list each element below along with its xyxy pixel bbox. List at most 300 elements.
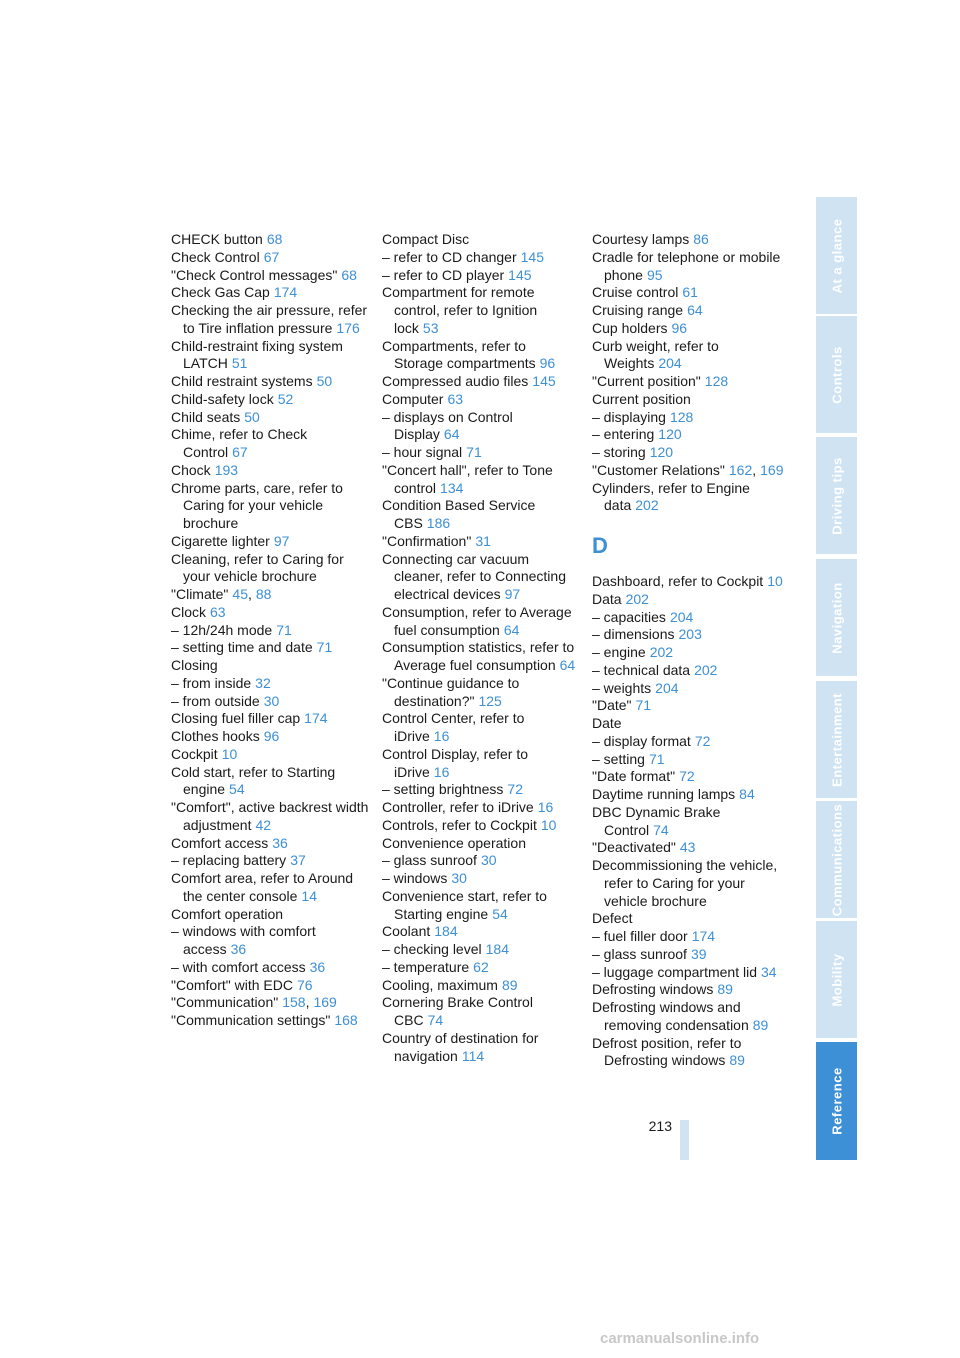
index-term: Cooling, maximum xyxy=(382,976,498,993)
section-tab-label: Controls xyxy=(829,345,844,404)
index-entry xyxy=(592,591,787,609)
page-reference-link[interactable]: 203 xyxy=(678,626,702,643)
index-entry xyxy=(171,639,371,657)
index-term: Controller, refer to iDrive xyxy=(382,799,534,815)
index-term: Clothes hooks xyxy=(171,728,260,744)
index-entry xyxy=(382,870,577,888)
index-entry xyxy=(382,284,577,337)
index-term: – displays on Control Display xyxy=(382,408,513,443)
page-number: 213 xyxy=(648,1118,672,1134)
index-entry xyxy=(171,710,371,728)
index-term: Current position xyxy=(592,390,691,407)
index-entry xyxy=(592,786,787,804)
page-reference-link[interactable]: 10 xyxy=(221,745,238,762)
index-term: DBC Dynamic Brake Control xyxy=(592,803,721,838)
page-reference-link[interactable]: 96 xyxy=(671,319,688,336)
index-term: Child restraint systems xyxy=(171,373,313,389)
page-reference-link[interactable]: 204 xyxy=(669,608,694,625)
watermark: carmanualsonline.info xyxy=(600,1330,760,1347)
index-entry xyxy=(382,639,577,675)
index-entry xyxy=(171,657,371,675)
index-entry xyxy=(592,697,787,715)
index-term: Chrome parts, care, refer to Caring for your vehicle brochure xyxy=(171,479,343,531)
index-term: Consumption, refer to Average fuel consumption xyxy=(382,603,572,638)
page-reference-link[interactable]: 67 xyxy=(263,248,280,265)
index-entry xyxy=(592,480,787,516)
page-reference-link[interactable]: 128 xyxy=(704,373,729,389)
index-entry xyxy=(592,338,787,374)
index-term: Chock xyxy=(171,461,211,478)
page-reference-link[interactable]: 71 xyxy=(648,750,665,767)
index-term: Child-restraint fixing system LATCH xyxy=(171,337,343,372)
index-entry xyxy=(382,551,577,604)
page-reference-link[interactable]: 71 xyxy=(276,621,292,638)
page-reference-link[interactable]: 10 xyxy=(767,573,783,589)
index-term: Courtesy lamps xyxy=(592,231,690,247)
index-term: Convenience operation xyxy=(382,834,526,851)
index-term: – setting time and date xyxy=(171,639,313,656)
index-entry xyxy=(171,462,371,480)
index-column-2 xyxy=(382,231,577,1065)
index-term: Country of destination for navigation xyxy=(382,1029,539,1064)
index-column-3 xyxy=(592,231,787,1070)
index-term: Coolant xyxy=(382,923,431,940)
index-term: Compact Disc xyxy=(382,231,470,247)
page-reference-link[interactable]: 89 xyxy=(752,1016,769,1033)
index-entry xyxy=(592,999,787,1035)
section-tab-at-a-glance[interactable] xyxy=(816,197,857,314)
index-term: Clock xyxy=(171,603,207,620)
index-entry xyxy=(592,391,787,409)
index-term: Defrosting windows and removing condensation xyxy=(592,999,749,1033)
index-term: Cigarette lighter xyxy=(171,532,270,549)
page-reference-link[interactable]: 71 xyxy=(635,697,652,714)
index-term: – replacing battery xyxy=(171,852,287,869)
page-reference-link[interactable]: 37 xyxy=(290,852,306,869)
page-reference-link[interactable]: 51 xyxy=(231,355,248,372)
index-term: Compressed audio files xyxy=(382,373,529,389)
index-entry xyxy=(592,409,787,427)
index-entry xyxy=(171,1012,371,1030)
index-entry xyxy=(592,857,787,910)
page-reference-link[interactable]: 145 xyxy=(532,373,556,389)
page-reference-link[interactable]: 32 xyxy=(255,674,271,691)
index-entry xyxy=(592,320,787,338)
index-term: Chime, refer to Check Control xyxy=(171,426,308,460)
page-reference-link[interactable]: 34 xyxy=(761,963,777,980)
index-entry xyxy=(382,444,577,462)
index-term: CHECK button xyxy=(171,231,263,247)
page-reference-link[interactable]: 72 xyxy=(507,781,523,798)
index-term: Check Gas Cap xyxy=(171,284,270,301)
page-reference-link[interactable]: 62 xyxy=(473,958,489,975)
section-tab-driving-tips[interactable] xyxy=(816,437,857,554)
page-reference-link[interactable]: 68 xyxy=(341,266,357,283)
page-reference-link[interactable]: 67 xyxy=(232,444,248,460)
index-entry xyxy=(382,231,577,249)
page-reference-link[interactable]: 71 xyxy=(466,444,482,460)
page-reference-link[interactable]: 63 xyxy=(210,603,226,620)
index-term: Defrosting windows xyxy=(592,981,714,998)
index-entry xyxy=(171,604,371,622)
index-entry xyxy=(171,977,371,995)
page-reference-link[interactable]: 30 xyxy=(480,852,497,869)
section-tab-label: Mobility xyxy=(829,952,844,1007)
page-reference-link[interactable]: 202 xyxy=(649,644,674,660)
index-term: – glass sunroof xyxy=(382,852,477,869)
page-reference-link[interactable]: 169 xyxy=(760,461,784,478)
page-reference-link[interactable]: 76 xyxy=(296,976,313,993)
index-term: Cruising range xyxy=(592,302,684,318)
page-reference-link[interactable]: 89 xyxy=(729,1052,745,1069)
index-entry xyxy=(382,781,577,799)
index-entry xyxy=(592,373,787,391)
section-tab-label: Navigation xyxy=(829,581,844,654)
index-term: Consumption statistics, refer to Average fuel consumption xyxy=(382,639,575,673)
page-reference-link[interactable]: 64 xyxy=(443,426,460,443)
index-entry xyxy=(171,338,371,374)
index-entry xyxy=(592,573,787,591)
index-term: "Confirmation" xyxy=(382,532,472,549)
page-reference-link[interactable]: 97 xyxy=(504,586,521,602)
page-reference-link[interactable]: 50 xyxy=(316,373,333,389)
page-reference-link[interactable]: 16 xyxy=(433,728,450,744)
index-term: – hour signal xyxy=(382,444,463,460)
page-reference-link[interactable]: 193 xyxy=(214,461,239,478)
index-entry xyxy=(592,444,787,462)
index-term: "Communication" xyxy=(171,994,279,1011)
index-entry xyxy=(592,644,787,662)
index-entry xyxy=(171,533,371,551)
index-entry xyxy=(171,622,371,640)
page-reference-link[interactable]: 68 xyxy=(266,231,283,247)
index-entry xyxy=(171,267,371,285)
index-entry xyxy=(171,923,371,959)
index-entry xyxy=(171,249,371,267)
index-term: – setting xyxy=(592,750,645,767)
index-term: Cleaning, refer to Caring for your vehicle brochure xyxy=(171,550,344,585)
index-term: "Comfort" with EDC xyxy=(171,976,293,993)
index-term: – temperature xyxy=(382,958,470,975)
page-reference-link[interactable]: 16 xyxy=(537,799,554,815)
index-entry xyxy=(592,964,787,982)
index-term: Computer xyxy=(382,390,444,407)
index-entry xyxy=(592,284,787,302)
index-term: – refer to CD player xyxy=(382,266,505,283)
page-reference-link[interactable]: 184 xyxy=(434,923,458,940)
page-reference-link[interactable]: 186 xyxy=(426,515,451,531)
index-entry xyxy=(382,710,577,746)
index-entry xyxy=(592,751,787,769)
index-term: – windows xyxy=(382,870,448,886)
index-entry xyxy=(382,746,577,782)
index-entry xyxy=(382,533,577,551)
page-reference-link[interactable]: 125 xyxy=(478,692,502,709)
index-entry xyxy=(592,804,787,840)
page-reference-link[interactable]: 145 xyxy=(508,266,532,283)
page-reference-link[interactable]: 128 xyxy=(669,408,694,425)
index-term: – weights xyxy=(592,679,652,696)
index-entry xyxy=(592,626,787,644)
page-reference-link[interactable]: 174 xyxy=(273,284,298,301)
section-tab-label: At a glance xyxy=(829,218,844,293)
index-term: – displaying xyxy=(592,408,666,425)
page-reference-link[interactable]: 120 xyxy=(658,426,682,443)
section-tab-label: Driving tips xyxy=(829,456,844,535)
index-entry xyxy=(592,231,787,249)
section-tab-label: Communications xyxy=(829,803,844,916)
page-reference-link[interactable]: 86 xyxy=(693,231,709,247)
page-reference-link[interactable]: 61 xyxy=(682,284,698,301)
index-term: Controls, refer to Cockpit xyxy=(382,816,537,833)
index-term: Date xyxy=(592,715,622,731)
index-entry xyxy=(382,675,577,711)
index-entry xyxy=(171,959,371,977)
index-entry xyxy=(592,302,787,320)
page-reference-link[interactable]: 43 xyxy=(679,839,696,856)
index-entry xyxy=(592,680,787,698)
index-term: Child seats xyxy=(171,408,241,425)
index-term: – refer to CD changer xyxy=(382,248,517,265)
index-entry xyxy=(171,373,371,391)
page-reference-link[interactable]: 176 xyxy=(336,319,360,336)
index-term: Checking the air pressure, refer to Tire inflation pressure xyxy=(171,302,368,336)
page-reference-link[interactable]: 204 xyxy=(658,355,682,372)
page-reference-link[interactable]: 50 xyxy=(244,408,260,425)
index-entry xyxy=(382,249,577,267)
page-reference-link[interactable]: 158 xyxy=(282,994,306,1011)
index-entry xyxy=(382,888,577,924)
section-tab-label: Entertainment xyxy=(829,692,844,787)
page-reference-link[interactable]: 202 xyxy=(694,661,718,678)
index-term: "Comfort", active backrest width adjustment xyxy=(171,799,369,833)
index-term: "Customer Relations" xyxy=(592,461,725,478)
page-reference-link[interactable]: 36 xyxy=(309,958,326,975)
section-tab-communications[interactable] xyxy=(816,801,857,918)
index-entry xyxy=(171,835,371,853)
index-term: Comfort operation xyxy=(171,905,284,922)
index-entry xyxy=(382,959,577,977)
index-entry xyxy=(382,373,577,391)
index-term: – setting brightness xyxy=(382,781,504,798)
page-reference-link[interactable]: 89 xyxy=(501,976,518,993)
page-reference-link[interactable]: 10 xyxy=(540,816,557,833)
index-entry xyxy=(592,249,787,285)
index-entry xyxy=(592,426,787,444)
section-tab-navigation[interactable] xyxy=(816,559,857,676)
page-reference-link[interactable]: 204 xyxy=(655,679,679,696)
index-term: Decommissioning the vehicle, refer to Caring for your vehicle brochure xyxy=(592,857,778,909)
page-reference-link[interactable]: 30 xyxy=(451,870,467,886)
page-reference-link[interactable]: 16 xyxy=(433,763,450,780)
index-entry xyxy=(382,977,577,995)
section-tab-reference[interactable] xyxy=(816,1042,857,1160)
index-term: – entering xyxy=(592,426,655,443)
page-reference-link[interactable]: 14 xyxy=(301,887,317,904)
page-reference-link[interactable]: 45 xyxy=(232,586,248,602)
page-reference-link[interactable]: 145 xyxy=(520,248,544,265)
index-term: "Communication settings" xyxy=(171,1012,331,1028)
page-reference-link[interactable]: 96 xyxy=(263,728,280,744)
index-term: "Date format" xyxy=(592,768,676,785)
index-term: Dashboard, refer to Cockpit xyxy=(592,573,764,589)
index-entry xyxy=(171,551,371,587)
index-term: Convenience start, refer to Starting engine xyxy=(382,887,547,922)
index-entry: "Customer Relations" 162, 169 xyxy=(592,461,784,478)
page-reference-link[interactable]: 54 xyxy=(492,905,508,922)
index-entry xyxy=(592,946,787,964)
page-reference-link[interactable]: 72 xyxy=(694,732,711,749)
index-term: "Current position" xyxy=(592,373,701,389)
page-reference-link[interactable]: 84 xyxy=(739,786,755,802)
index-entry xyxy=(592,715,787,733)
page-reference-link[interactable]: 162 xyxy=(728,461,753,478)
page-reference-link[interactable]: 72 xyxy=(679,768,695,785)
index-term: – engine xyxy=(592,644,646,660)
page-reference-link[interactable]: 97 xyxy=(273,532,290,549)
index-entry xyxy=(592,609,787,627)
index-term: – from outside xyxy=(171,692,260,709)
index-entry xyxy=(592,928,787,946)
index-term: Compartment for remote control, refer to Ignition lock xyxy=(382,284,538,336)
page-reference-link[interactable]: 36 xyxy=(230,941,247,957)
page-reference-link[interactable]: 134 xyxy=(440,479,464,496)
index-entry xyxy=(592,1035,787,1071)
index-term: – fuel filler door xyxy=(592,928,688,944)
index-entry xyxy=(171,799,371,835)
index-entry xyxy=(592,733,787,751)
index-term: "Climate" xyxy=(171,586,229,602)
index-term: Closing fuel filler cap xyxy=(171,710,301,727)
page-reference-link[interactable]: 74 xyxy=(427,1012,444,1028)
page-reference-link[interactable]: 96 xyxy=(539,355,556,372)
page-reference-link[interactable]: 114 xyxy=(461,1047,485,1064)
index-entry xyxy=(382,799,577,817)
page-reference-link[interactable]: 174 xyxy=(691,928,716,944)
page-reference-link[interactable]: 42 xyxy=(255,816,272,833)
page-reference-link[interactable]: 71 xyxy=(316,639,333,656)
section-tab-mobility[interactable] xyxy=(816,921,857,1038)
index-entry xyxy=(382,267,577,285)
page-reference-link[interactable]: 31 xyxy=(475,532,491,549)
index-entry xyxy=(171,409,371,427)
index-term: Control Display, refer to iDrive xyxy=(382,745,529,780)
index-entry xyxy=(171,302,371,338)
page-reference-link[interactable]: 74 xyxy=(653,821,669,838)
section-tab-entertainment[interactable] xyxy=(816,681,857,798)
index-term: Child-safety lock xyxy=(171,390,274,407)
index-term: – windows with comfort access xyxy=(171,923,316,957)
index-entry xyxy=(171,480,371,533)
index-term: "Deactivated" xyxy=(592,839,676,856)
index-entry xyxy=(382,923,577,941)
section-tab-controls[interactable] xyxy=(816,316,857,433)
index-entry: "Communication" 158, 169 xyxy=(171,994,337,1011)
page-reference-link[interactable]: 30 xyxy=(263,692,280,709)
index-term: – display format xyxy=(592,732,691,749)
page-reference-link[interactable]: 53 xyxy=(422,319,439,336)
index-term: "Date" xyxy=(592,697,632,714)
page-reference-link[interactable]: 39 xyxy=(690,945,707,962)
page-reference-link[interactable]: 184 xyxy=(485,941,509,957)
index-term: Cylinders, refer to Engine data xyxy=(592,479,750,514)
index-entry xyxy=(382,941,577,959)
index-entry xyxy=(171,231,371,249)
index-entry xyxy=(592,662,787,680)
index-entry xyxy=(382,338,577,374)
index-entry: "Climate" 45, 88 xyxy=(171,586,272,602)
index-term: Comfort area, refer to Around the center console xyxy=(171,870,354,904)
page-reference-link[interactable]: 64 xyxy=(559,657,576,673)
index-term: – storing xyxy=(592,444,646,460)
index-term: Defect xyxy=(592,910,633,927)
index-term: Compartments, refer to Storage compartments xyxy=(382,337,536,372)
index-term: Data xyxy=(592,590,622,607)
page-reference-link[interactable]: 64 xyxy=(687,302,703,318)
page-reference-link[interactable]: 88 xyxy=(255,586,272,602)
index-entry xyxy=(171,764,371,800)
index-entry xyxy=(171,391,371,409)
index-term: – capacities xyxy=(592,608,666,625)
index-term: – checking level xyxy=(382,941,482,957)
index-letter-heading: D xyxy=(592,533,608,558)
page-reference-link[interactable]: 169 xyxy=(313,994,337,1011)
page-reference-link[interactable]: 202 xyxy=(625,590,649,607)
index-entry xyxy=(171,852,371,870)
page-reference-link[interactable]: 120 xyxy=(649,444,674,460)
section-tab-label: Reference xyxy=(829,1067,844,1135)
index-entry xyxy=(171,870,371,906)
index-term: Comfort access xyxy=(171,834,269,851)
index-entry xyxy=(382,994,577,1030)
index-entry xyxy=(592,839,787,857)
page-reference-link[interactable]: 63 xyxy=(447,390,464,407)
page-reference-link[interactable]: 52 xyxy=(277,390,294,407)
page-reference-link[interactable]: 89 xyxy=(717,981,733,998)
page-number-bar xyxy=(680,1120,689,1160)
index-term: Check Control xyxy=(171,248,260,265)
index-term: Defrost position, refer to Defrosting windows xyxy=(592,1034,742,1069)
index-term: Closing xyxy=(171,657,218,673)
index-term: Cup holders xyxy=(592,319,668,336)
page-reference-link[interactable]: 64 xyxy=(503,621,520,638)
index-entry xyxy=(171,906,371,924)
page-reference-link[interactable]: 174 xyxy=(304,710,328,727)
page-reference-link[interactable]: 202 xyxy=(635,497,659,514)
page-reference-link[interactable]: 36 xyxy=(272,834,288,851)
index-term: – 12h/24h mode xyxy=(171,621,273,638)
index-entry xyxy=(171,746,371,764)
index-term: – technical data xyxy=(592,661,691,678)
section-tabs xyxy=(816,197,857,1160)
index-entry xyxy=(171,426,371,462)
index-term: Cradle for telephone or mobile phone xyxy=(592,248,781,283)
index-term: – glass sunroof xyxy=(592,945,687,962)
index-entry xyxy=(592,981,787,999)
page-reference-link[interactable]: 95 xyxy=(646,266,663,283)
index-term: Cornering Brake Control CBC xyxy=(382,994,533,1028)
index-term: "Continue guidance to destination?" xyxy=(382,674,520,709)
page-reference-link[interactable]: 168 xyxy=(334,1012,358,1028)
index-term: Connecting car vacuum cleaner, refer to Connecting electrical devices xyxy=(382,550,566,602)
index-entry xyxy=(592,768,787,786)
index-entry xyxy=(171,693,371,711)
page-reference-link[interactable]: 54 xyxy=(229,781,245,798)
index-term: Cockpit xyxy=(171,745,218,762)
index-term: Cold start, refer to Starting engine xyxy=(171,763,336,798)
index-entry xyxy=(171,284,371,302)
index-term: Condition Based Service CBS xyxy=(382,497,536,531)
